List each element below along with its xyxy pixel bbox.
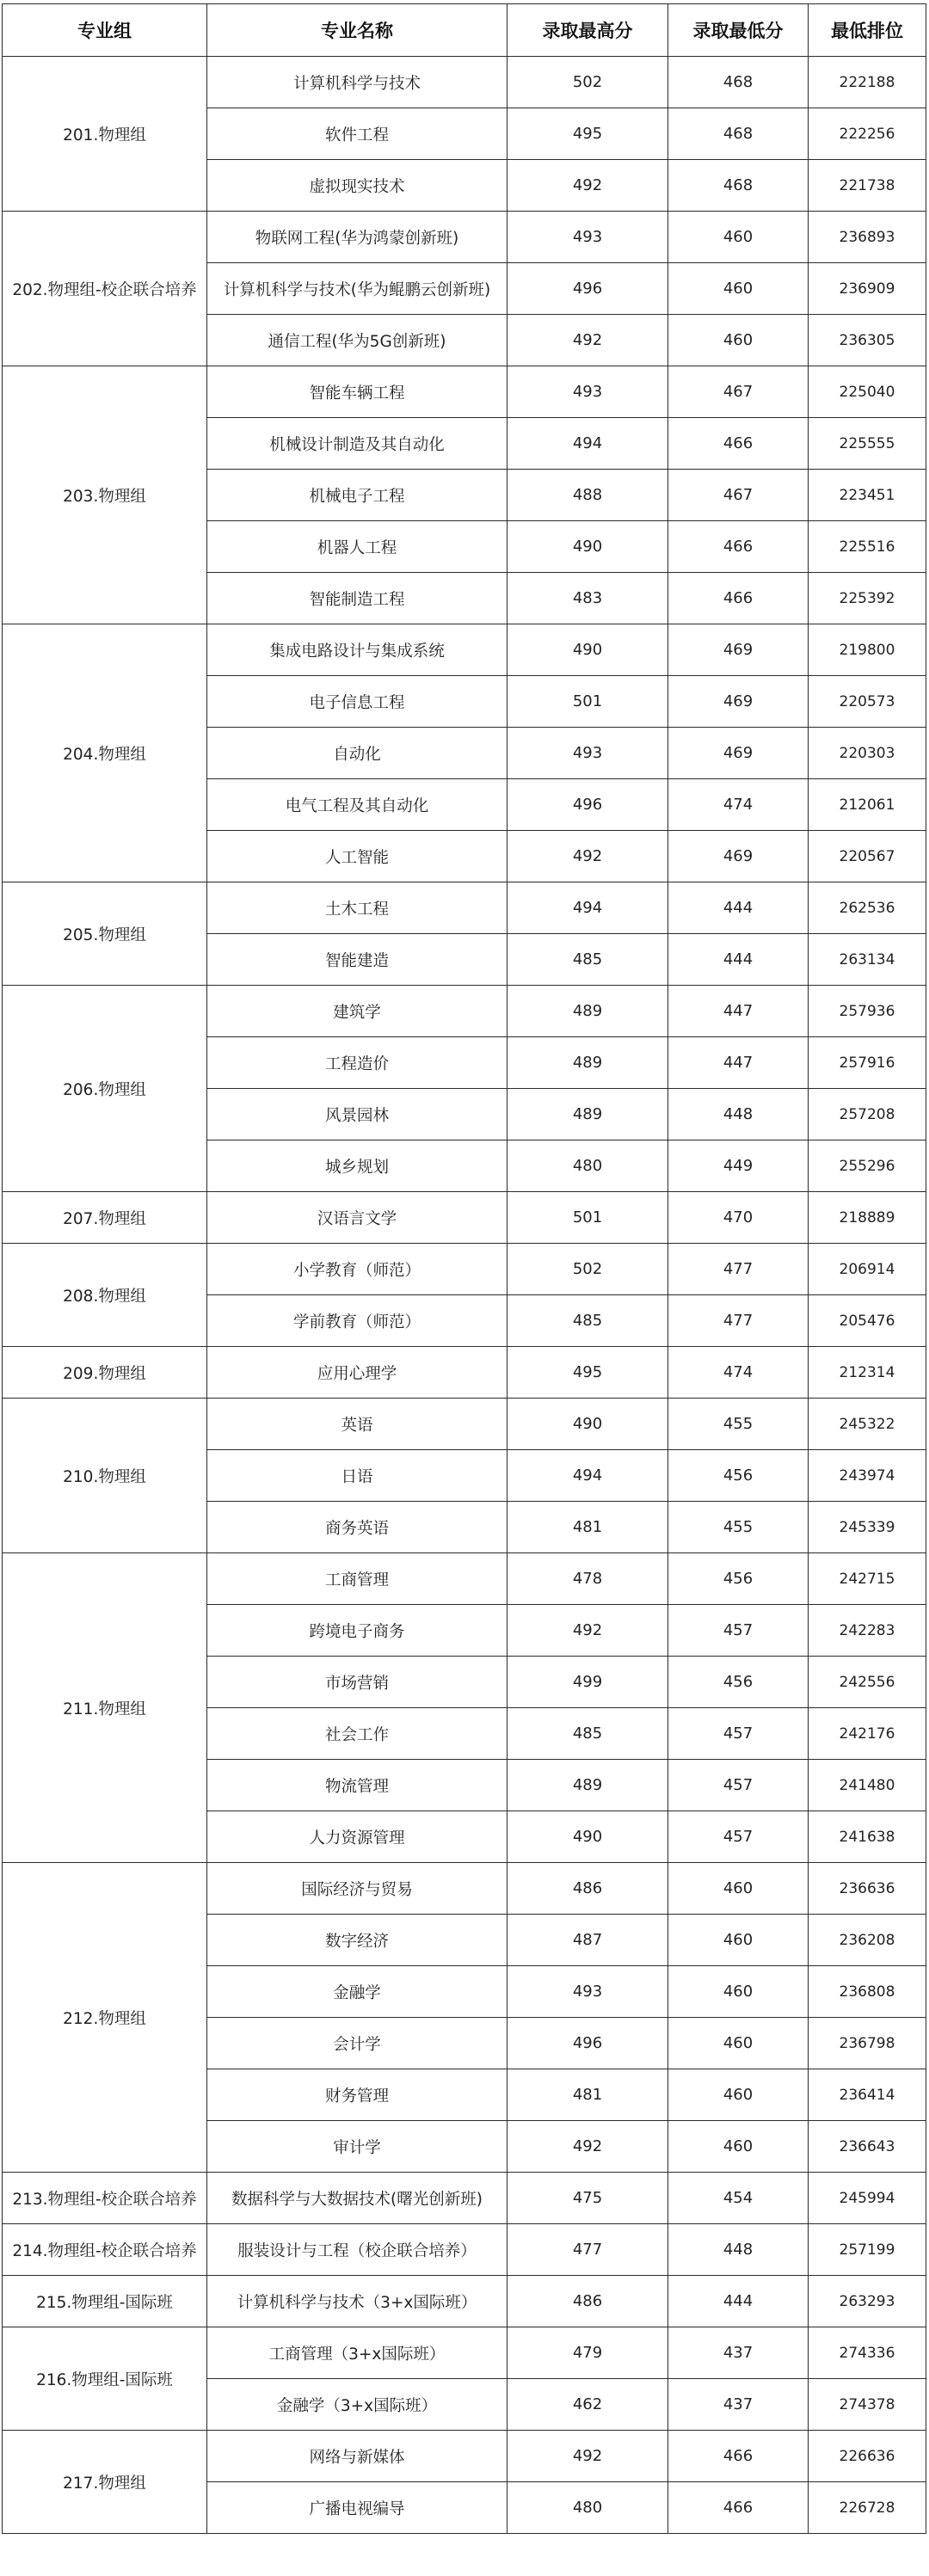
min-rank-cell: 225040: [809, 366, 926, 418]
major-name-cell: 网络与新媒体: [207, 2431, 508, 2482]
min-rank-cell: 236636: [809, 1863, 926, 1915]
max-score-cell: 490: [508, 521, 668, 573]
major-name-cell: 工程造价: [207, 1037, 508, 1089]
major-group-cell: 214.物理组-校企联合培养: [3, 2224, 207, 2276]
major-name-cell: 智能建造: [207, 934, 508, 986]
min-rank-cell: 257936: [809, 986, 926, 1037]
major-group-cell: 207.物理组: [3, 1192, 207, 1244]
max-score-cell: 494: [508, 1450, 668, 1502]
min-rank-cell: 236808: [809, 1966, 926, 2018]
min-rank-cell: 245339: [809, 1502, 926, 1553]
admission-scores-table: [2, 3, 926, 2534]
header-major-group: 专业组: [3, 4, 207, 57]
min-rank-cell: 241480: [809, 1760, 926, 1811]
table-row: [3, 1399, 926, 1450]
min-rank-cell: 255296: [809, 1140, 926, 1192]
max-score-cell: 480: [508, 1140, 668, 1192]
min-score-cell: 456: [668, 1553, 809, 1605]
max-score-cell: 490: [508, 1811, 668, 1863]
max-score-cell: 489: [508, 986, 668, 1037]
max-score-cell: 493: [508, 1966, 668, 2018]
table-row: [3, 2173, 926, 2224]
min-score-cell: 460: [668, 1966, 809, 2018]
min-rank-cell: 241638: [809, 1811, 926, 1863]
major-name-cell: 电子信息工程: [207, 676, 508, 728]
major-name-cell: 市场营销: [207, 1657, 508, 1708]
min-rank-cell: 242556: [809, 1657, 926, 1708]
min-rank-cell: 205476: [809, 1295, 926, 1347]
major-group-cell: 204.物理组: [3, 624, 207, 882]
min-rank-cell: 223451: [809, 470, 926, 521]
table-row: [3, 1347, 926, 1399]
min-rank-cell: 242283: [809, 1605, 926, 1657]
min-score-cell: 460: [668, 212, 809, 263]
min-score-cell: 477: [668, 1244, 809, 1295]
min-rank-cell: 220567: [809, 831, 926, 882]
major-group-cell: 209.物理组: [3, 1347, 207, 1399]
max-score-cell: 492: [508, 160, 668, 212]
major-group-cell: 206.物理组: [3, 986, 207, 1192]
major-group-cell: 211.物理组: [3, 1553, 207, 1863]
major-name-cell: 土木工程: [207, 882, 508, 934]
table-row: [3, 2327, 926, 2379]
major-name-cell: 商务英语: [207, 1502, 508, 1553]
min-score-cell: 447: [668, 986, 809, 1037]
major-group-cell: 216.物理组-国际班: [3, 2327, 207, 2431]
major-name-cell: 计算机科学与技术（3+x国际班）: [207, 2276, 508, 2327]
major-name-cell: 小学教育（师范）: [207, 1244, 508, 1295]
table-row: [3, 212, 926, 263]
min-rank-cell: 221738: [809, 160, 926, 212]
major-name-cell: 会计学: [207, 2018, 508, 2069]
major-name-cell: 数字经济: [207, 1915, 508, 1966]
major-name-cell: 建筑学: [207, 986, 508, 1037]
min-score-cell: 455: [668, 1399, 809, 1450]
table-body: [3, 57, 926, 2534]
major-name-cell: 机器人工程: [207, 521, 508, 573]
table-row: [3, 2431, 926, 2482]
min-score-cell: 460: [668, 2018, 809, 2069]
header-row: [3, 4, 926, 57]
major-group-cell: 215.物理组-国际班: [3, 2276, 207, 2327]
min-score-cell: 468: [668, 160, 809, 212]
min-score-cell: 457: [668, 1708, 809, 1760]
min-score-cell: 447: [668, 1037, 809, 1089]
min-rank-cell: 242715: [809, 1553, 926, 1605]
major-name-cell: 通信工程(华为5G创新班): [207, 315, 508, 366]
major-name-cell: 国际经济与贸易: [207, 1863, 508, 1915]
major-name-cell: 人工智能: [207, 831, 508, 882]
major-name-cell: 智能车辆工程: [207, 366, 508, 418]
min-rank-cell: 274336: [809, 2327, 926, 2379]
max-score-cell: 475: [508, 2173, 668, 2224]
max-score-cell: 493: [508, 728, 668, 779]
min-score-cell: 474: [668, 779, 809, 831]
min-score-cell: 457: [668, 1760, 809, 1811]
max-score-cell: 478: [508, 1553, 668, 1605]
max-score-cell: 492: [508, 315, 668, 366]
min-score-cell: 454: [668, 2173, 809, 2224]
major-name-cell: 计算机科学与技术: [207, 57, 508, 108]
min-score-cell: 467: [668, 366, 809, 418]
min-score-cell: 466: [668, 418, 809, 470]
min-score-cell: 455: [668, 1502, 809, 1553]
min-rank-cell: 236305: [809, 315, 926, 366]
max-score-cell: 495: [508, 1347, 668, 1399]
major-name-cell: 金融学: [207, 1966, 508, 2018]
max-score-cell: 493: [508, 366, 668, 418]
min-score-cell: 456: [668, 1657, 809, 1708]
table-row: [3, 2276, 926, 2327]
min-score-cell: 477: [668, 1295, 809, 1347]
major-name-cell: 风景园林: [207, 1089, 508, 1140]
max-score-cell: 483: [508, 573, 668, 624]
min-rank-cell: 212061: [809, 779, 926, 831]
min-rank-cell: 236414: [809, 2069, 926, 2121]
major-name-cell: 广播电视编导: [207, 2482, 508, 2534]
min-score-cell: 460: [668, 2069, 809, 2121]
min-score-cell: 466: [668, 2482, 809, 2534]
major-name-cell: 审计学: [207, 2121, 508, 2173]
min-score-cell: 466: [668, 2431, 809, 2482]
min-score-cell: 460: [668, 1863, 809, 1915]
max-score-cell: 492: [508, 831, 668, 882]
min-rank-cell: 274378: [809, 2379, 926, 2431]
table-row: [3, 882, 926, 934]
min-score-cell: 466: [668, 521, 809, 573]
table-row: [3, 366, 926, 418]
max-score-cell: 488: [508, 470, 668, 521]
min-score-cell: 468: [668, 57, 809, 108]
max-score-cell: 492: [508, 2121, 668, 2173]
min-score-cell: 467: [668, 470, 809, 521]
max-score-cell: 495: [508, 108, 668, 160]
min-rank-cell: 242176: [809, 1708, 926, 1760]
major-name-cell: 电气工程及其自动化: [207, 779, 508, 831]
min-score-cell: 444: [668, 882, 809, 934]
max-score-cell: 489: [508, 1089, 668, 1140]
min-score-cell: 469: [668, 831, 809, 882]
max-score-cell: 490: [508, 624, 668, 676]
major-name-cell: 英语: [207, 1399, 508, 1450]
max-score-cell: 499: [508, 1657, 668, 1708]
major-name-cell: 工商管理: [207, 1553, 508, 1605]
major-group-cell: 217.物理组: [3, 2431, 207, 2534]
max-score-cell: 502: [508, 57, 668, 108]
min-rank-cell: 257208: [809, 1089, 926, 1140]
header-min-rank: 最低排位: [809, 4, 926, 57]
major-name-cell: 学前教育（师范）: [207, 1295, 508, 1347]
max-score-cell: 490: [508, 1399, 668, 1450]
max-score-cell: 486: [508, 1863, 668, 1915]
min-score-cell: 460: [668, 263, 809, 315]
max-score-cell: 480: [508, 2482, 668, 2534]
min-score-cell: 456: [668, 1450, 809, 1502]
table-row: [3, 1192, 926, 1244]
table-row: [3, 1863, 926, 1915]
max-score-cell: 494: [508, 418, 668, 470]
major-name-cell: 物流管理: [207, 1760, 508, 1811]
min-score-cell: 474: [668, 1347, 809, 1399]
table-header: [3, 4, 926, 57]
major-group-cell: 210.物理组: [3, 1399, 207, 1553]
max-score-cell: 489: [508, 1760, 668, 1811]
min-score-cell: 460: [668, 315, 809, 366]
min-rank-cell: 225555: [809, 418, 926, 470]
major-name-cell: 跨境电子商务: [207, 1605, 508, 1657]
major-group-cell: 201.物理组: [3, 57, 207, 212]
major-name-cell: 自动化: [207, 728, 508, 779]
min-rank-cell: 222188: [809, 57, 926, 108]
major-name-cell: 社会工作: [207, 1708, 508, 1760]
table-row: [3, 2224, 926, 2276]
major-name-cell: 虚拟现实技术: [207, 160, 508, 212]
major-name-cell: 工商管理（3+x国际班）: [207, 2327, 508, 2379]
min-rank-cell: 236208: [809, 1915, 926, 1966]
min-score-cell: 448: [668, 1089, 809, 1140]
major-name-cell: 应用心理学: [207, 1347, 508, 1399]
min-score-cell: 466: [668, 573, 809, 624]
max-score-cell: 487: [508, 1915, 668, 1966]
min-score-cell: 457: [668, 1811, 809, 1863]
header-major-name: 专业名称: [207, 4, 508, 57]
major-name-cell: 汉语言文学: [207, 1192, 508, 1244]
min-rank-cell: 222256: [809, 108, 926, 160]
max-score-cell: 496: [508, 779, 668, 831]
min-rank-cell: 226728: [809, 2482, 926, 2534]
min-rank-cell: 225516: [809, 521, 926, 573]
min-rank-cell: 243974: [809, 1450, 926, 1502]
table-row: [3, 1244, 926, 1295]
major-group-cell: 202.物理组-校企联合培养: [3, 212, 207, 366]
major-name-cell: 智能制造工程: [207, 573, 508, 624]
max-score-cell: 462: [508, 2379, 668, 2431]
major-name-cell: 集成电路设计与集成系统: [207, 624, 508, 676]
max-score-cell: 489: [508, 1037, 668, 1089]
major-name-cell: 物联网工程(华为鸿蒙创新班): [207, 212, 508, 263]
max-score-cell: 485: [508, 1708, 668, 1760]
major-name-cell: 计算机科学与技术(华为鲲鹏云创新班): [207, 263, 508, 315]
min-score-cell: 460: [668, 2121, 809, 2173]
min-rank-cell: 226636: [809, 2431, 926, 2482]
max-score-cell: 494: [508, 882, 668, 934]
min-score-cell: 470: [668, 1192, 809, 1244]
min-rank-cell: 236909: [809, 263, 926, 315]
major-name-cell: 软件工程: [207, 108, 508, 160]
min-score-cell: 444: [668, 934, 809, 986]
max-score-cell: 485: [508, 934, 668, 986]
header-min-score: 录取最低分: [668, 4, 809, 57]
major-name-cell: 人力资源管理: [207, 1811, 508, 1863]
min-rank-cell: 245322: [809, 1399, 926, 1450]
max-score-cell: 492: [508, 2431, 668, 2482]
major-group-cell: 208.物理组: [3, 1244, 207, 1347]
table-row: [3, 1553, 926, 1605]
max-score-cell: 501: [508, 1192, 668, 1244]
max-score-cell: 479: [508, 2327, 668, 2379]
min-score-cell: 444: [668, 2276, 809, 2327]
min-rank-cell: 236643: [809, 2121, 926, 2173]
major-group-cell: 205.物理组: [3, 882, 207, 986]
min-rank-cell: 257199: [809, 2224, 926, 2276]
min-score-cell: 469: [668, 624, 809, 676]
min-rank-cell: 236798: [809, 2018, 926, 2069]
major-group-cell: 212.物理组: [3, 1863, 207, 2173]
min-rank-cell: 206914: [809, 1244, 926, 1295]
min-score-cell: 448: [668, 2224, 809, 2276]
table-row: [3, 57, 926, 108]
min-rank-cell: 220573: [809, 676, 926, 728]
min-rank-cell: 225392: [809, 573, 926, 624]
min-score-cell: 460: [668, 1915, 809, 1966]
min-rank-cell: 263293: [809, 2276, 926, 2327]
major-name-cell: 机械设计制造及其自动化: [207, 418, 508, 470]
min-score-cell: 449: [668, 1140, 809, 1192]
min-score-cell: 469: [668, 728, 809, 779]
major-name-cell: 数据科学与大数据技术(曙光创新班): [207, 2173, 508, 2224]
max-score-cell: 492: [508, 1605, 668, 1657]
min-rank-cell: 212314: [809, 1347, 926, 1399]
min-rank-cell: 218889: [809, 1192, 926, 1244]
major-group-cell: 203.物理组: [3, 366, 207, 624]
min-rank-cell: 236893: [809, 212, 926, 263]
min-rank-cell: 220303: [809, 728, 926, 779]
header-max-score: 录取最高分: [508, 4, 668, 57]
major-name-cell: 服装设计与工程（校企联合培养）: [207, 2224, 508, 2276]
min-score-cell: 457: [668, 1605, 809, 1657]
major-name-cell: 机械电子工程: [207, 470, 508, 521]
max-score-cell: 502: [508, 1244, 668, 1295]
max-score-cell: 486: [508, 2276, 668, 2327]
max-score-cell: 493: [508, 212, 668, 263]
min-rank-cell: 219800: [809, 624, 926, 676]
min-score-cell: 468: [668, 108, 809, 160]
max-score-cell: 477: [508, 2224, 668, 2276]
min-rank-cell: 263134: [809, 934, 926, 986]
major-group-cell: 213.物理组-校企联合培养: [3, 2173, 207, 2224]
max-score-cell: 481: [508, 1502, 668, 1553]
max-score-cell: 496: [508, 263, 668, 315]
min-rank-cell: 257916: [809, 1037, 926, 1089]
major-name-cell: 财务管理: [207, 2069, 508, 2121]
min-score-cell: 469: [668, 676, 809, 728]
min-rank-cell: 262536: [809, 882, 926, 934]
min-score-cell: 437: [668, 2379, 809, 2431]
max-score-cell: 481: [508, 2069, 668, 2121]
major-name-cell: 金融学（3+x国际班）: [207, 2379, 508, 2431]
table-row: [3, 624, 926, 676]
major-name-cell: 城乡规划: [207, 1140, 508, 1192]
major-name-cell: 日语: [207, 1450, 508, 1502]
table-row: [3, 986, 926, 1037]
min-rank-cell: 245994: [809, 2173, 926, 2224]
max-score-cell: 501: [508, 676, 668, 728]
max-score-cell: 485: [508, 1295, 668, 1347]
min-score-cell: 437: [668, 2327, 809, 2379]
max-score-cell: 496: [508, 2018, 668, 2069]
